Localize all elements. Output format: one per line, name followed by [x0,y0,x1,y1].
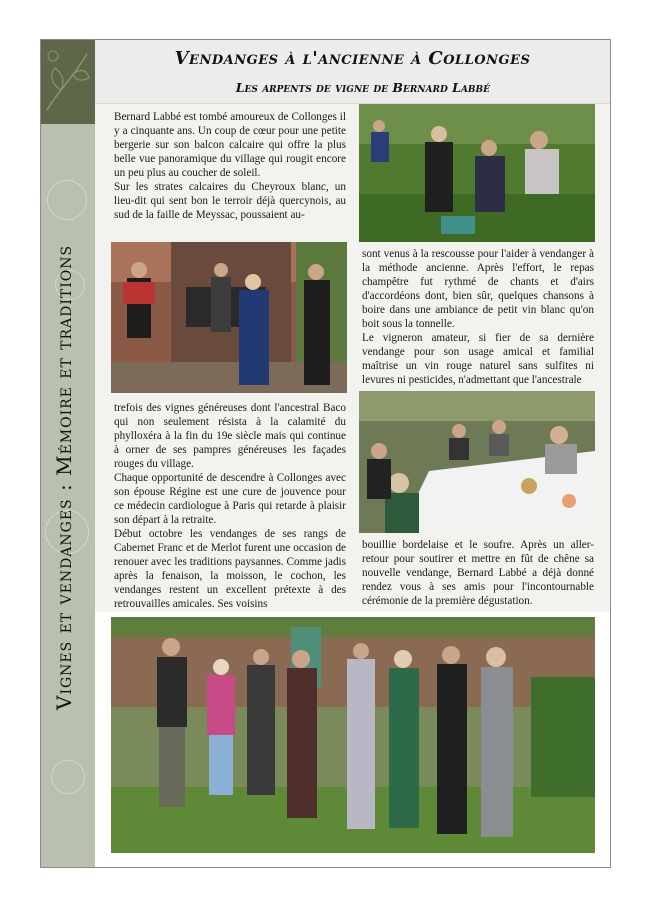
vine-swirl-icon [51,760,85,794]
page-title: Vendanges à l'ancienne à Collonges [174,48,531,69]
paragraph: trefois des vignes généreuses dont l'ancestral Baco qui non seulement résista à la calamité du phylloxéra à la fin du 19e siècle mais qui continue à orner de ses pampres généreuses les façades rouges du village. [114,402,346,470]
page-subtitle: Les arpents de vigne de Bernard Labbé [235,80,490,95]
group-photo [111,617,595,853]
paragraph: Bernard Labbé est tombé amoureux de Collonges il y a cinquante ans. Un coup de cœur pour une petite bergerie sur son balcon calcaire qui offre la plus belle vue panoramique du village qui rougit encore un peu plus au coucher de soleil. [114,111,346,179]
vine-swirl-icon [47,180,87,220]
article-col2-part2 [362,538,594,608]
paragraph: Le vigneron amateur, si fier de sa dernière vendange pour son usage amical et familial maîtrise un vin rouge naturel sans sulfites ni levures ni pesticides, n'admettant que l'ancestrale [362,332,594,386]
article-col2-part1 [362,247,594,387]
article-col1-part1 [114,110,346,222]
paragraph: bouillie bordelaise et le soufre. Après un aller-retour pour soutirer et mettre en fût de chêne sa nouvelle vendange, Bernard Labbé a déjà donné rendez vous à ses amis pour l'incontournable cérémonie de la première dégustation. [362,539,594,607]
paragraph: Chaque opportunité de descendre à Collonges avec son épouse Régine est une cure de jouvence pour ce médecin cardiologue à Paris qui retarde à plaisir son départ à la retraite. [114,472,346,526]
paragraph: Début octobre les vendanges de ses rangs de Cabernet Franc et de Merlot furent une occasion de renouer avec les traditions paysannes. Comme jadis après la fenaison, la moisson, le cochon, les vendanges restent un excellent prétexte à des retrouvailles amicales. Ses voisins [114,528,346,610]
header [95,40,610,104]
meal-photo [359,391,595,533]
sidebar-rubric: Vignes et vendanges : Mémoire et traditions [52,244,76,710]
paragraph: sont venus à la rescousse pour l'aider à vendanger à la méthode ancienne. Après l'effort, le repas champêtre fut rythmé de chants et d'airs d'accordéons dont, bien sûr, quelques chansons à boire dans une ambiance de petit vin blanc qu'on boit sous la tonnelle. [362,248,594,330]
musicians-photo [111,242,347,393]
harvest-photo [359,104,595,242]
leaf-ornament-icon [41,40,95,124]
paragraph: Sur les strates calcaires du Cheyroux blanc, un lieu-dit qui sent bon le terroir déjà quercynois, au sud de la faille de Meyssac, poussaient au- [114,181,346,221]
article-col1-part2 [114,401,346,611]
sidebar-ornament-top [41,40,95,124]
